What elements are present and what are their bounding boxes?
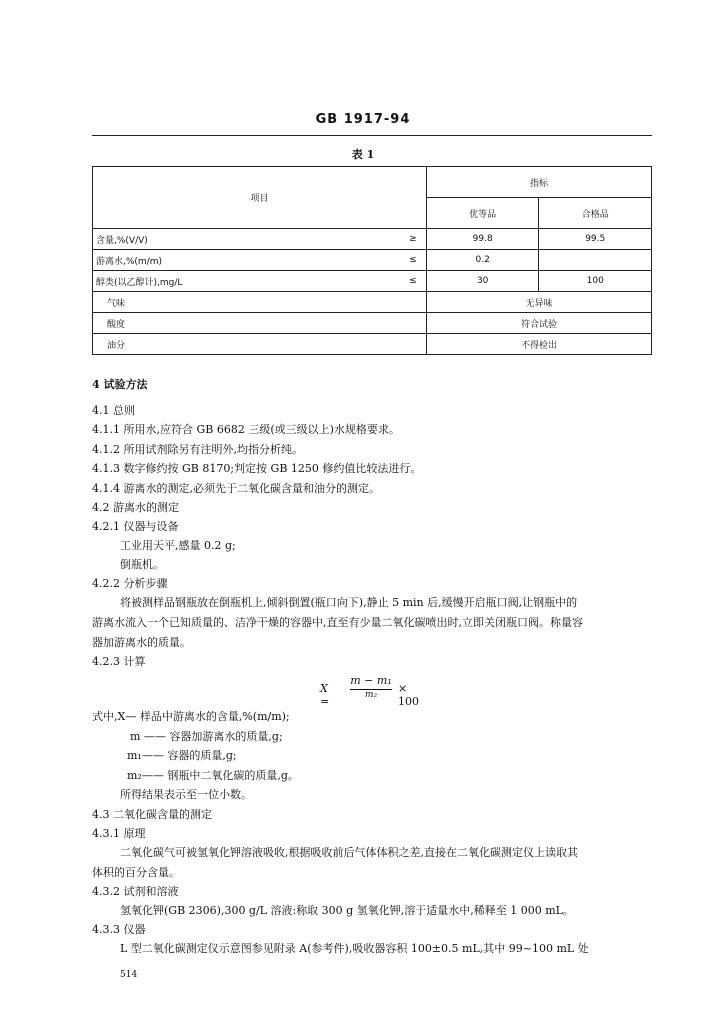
paragraph: 二氧化碳气可被氢氧化钾溶液吸收,根据吸收前后气体体积之差,直接在二氧化碳测定仪上读取其	[120, 846, 578, 859]
paragraph: 氢氧化钾(GB 2306),300 g/L 溶液:称取 300 g 氢氧化钾,溶于适量水中,稀释至 1 000 mL。	[120, 904, 574, 917]
section-heading: 4.2 游离水的测定	[92, 501, 179, 514]
row-name: 气味	[93, 292, 427, 313]
paragraph: 工业用天平,感量 0.2 g;	[120, 539, 236, 552]
col-header-grade1: 优等品	[426, 198, 539, 229]
formula-numerator: m − m₁	[350, 674, 392, 687]
paragraph: 倒瓶机。	[120, 558, 164, 571]
paragraph: 4.1.1 所用水,应符合 GB 6682 三级(或三级以上)水规格要求。	[92, 423, 400, 436]
paragraph: 体积的百分含量。	[92, 866, 180, 879]
col-header-index: 指标	[426, 167, 651, 198]
row-value-merged: 无异味	[426, 292, 651, 313]
table-row	[93, 334, 652, 355]
section-heading: 4.1 总则	[92, 404, 135, 417]
row-value-grade2	[539, 250, 652, 271]
paragraph: 4.1.4 游离水的测定,必须先于二氧化碳含量和油分的测定。	[92, 482, 380, 495]
col-header-grade2: 合格品	[539, 198, 652, 229]
section-heading: 4.3.3 仪器	[92, 923, 146, 936]
section-heading: 4.3 二氧化碳含量的测定	[92, 808, 212, 821]
table-row	[93, 271, 652, 292]
paragraph: 游离水流入一个已知质量的、洁净干燥的容器中,直至有少量二氧化碳喷出时,立即关闭瓶口阀。称量容	[92, 616, 583, 629]
page-number: 514	[120, 970, 138, 980]
section-heading: 4.3.2 试剂和溶液	[92, 885, 179, 898]
paragraph: m —— 容器加游离水的质量,g;	[130, 730, 283, 743]
row-value-grade1: 0.2	[426, 250, 539, 271]
table-row	[93, 292, 652, 313]
section-heading: 4.3.1 原理	[92, 827, 146, 840]
paragraph: L 型二氧化碳测定仪示意图参见附录 A(参考件),吸收器容积 100±0.5 mL,其中 99~100 mL 处	[120, 942, 589, 955]
row-value-grade2: 100	[539, 271, 652, 292]
row-op: ≤	[400, 250, 427, 271]
section-heading: 4.2.2 分析步骤	[92, 577, 168, 590]
paragraph: 4.1.3 数字修约按 GB 8170;判定按 GB 1250 修约值比较法进行。	[92, 462, 422, 475]
section-heading: 4.2.1 仪器与设备	[92, 520, 179, 533]
header-rule	[92, 135, 652, 136]
row-name: 游离水,%(m/m)	[93, 250, 400, 271]
formula-lhs: X =	[320, 682, 330, 708]
row-value-merged: 不得检出	[426, 334, 651, 355]
row-name: 含量,%(V/V)	[93, 229, 400, 250]
row-value-merged: 符合试验	[426, 313, 651, 334]
paragraph: 将被测样品钢瓶放在倒瓶机上,倾斜倒置(瓶口向下),静止 5 min 后,缓慢开启瓶口阀,让钢瓶中的	[120, 596, 578, 609]
formula-rhs: × 100	[398, 682, 419, 708]
row-op: ≤	[400, 271, 427, 292]
section-heading: 4.2.3 计算	[92, 655, 146, 668]
row-op: ≥	[400, 229, 427, 250]
spec-table	[92, 166, 652, 355]
col-header-item: 项目	[93, 167, 427, 229]
row-value-grade1: 99.8	[426, 229, 539, 250]
paragraph: 所得结果表示至一位小数。	[120, 788, 252, 801]
paragraph: 4.1.2 所用试剂除另有注明外,均指分析纯。	[92, 443, 303, 456]
standard-header: GB 1917-94	[315, 112, 411, 127]
paragraph: m₂—— 钢瓶中二氧化碳的质量,g。	[127, 769, 299, 782]
row-value-grade2: 99.5	[539, 229, 652, 250]
row-value-grade1: 30	[426, 271, 539, 292]
paragraph: 式中,X— 样品中游离水的含量,%(m/m);	[92, 710, 290, 723]
table-row	[93, 250, 652, 271]
row-name: 醇类(以乙醇计),mg/L	[93, 271, 400, 292]
table-caption: 表 1	[351, 148, 375, 161]
section-heading: 4 试验方法	[92, 378, 148, 391]
table-row	[93, 229, 652, 250]
table-row	[93, 313, 652, 334]
paragraph: 器加游离水的质量。	[92, 636, 191, 649]
formula-denominator: m₂	[364, 690, 378, 700]
row-name: 酸度	[93, 313, 427, 334]
paragraph: m₁—— 容器的质量,g;	[127, 749, 237, 762]
row-name: 油分	[93, 334, 427, 355]
